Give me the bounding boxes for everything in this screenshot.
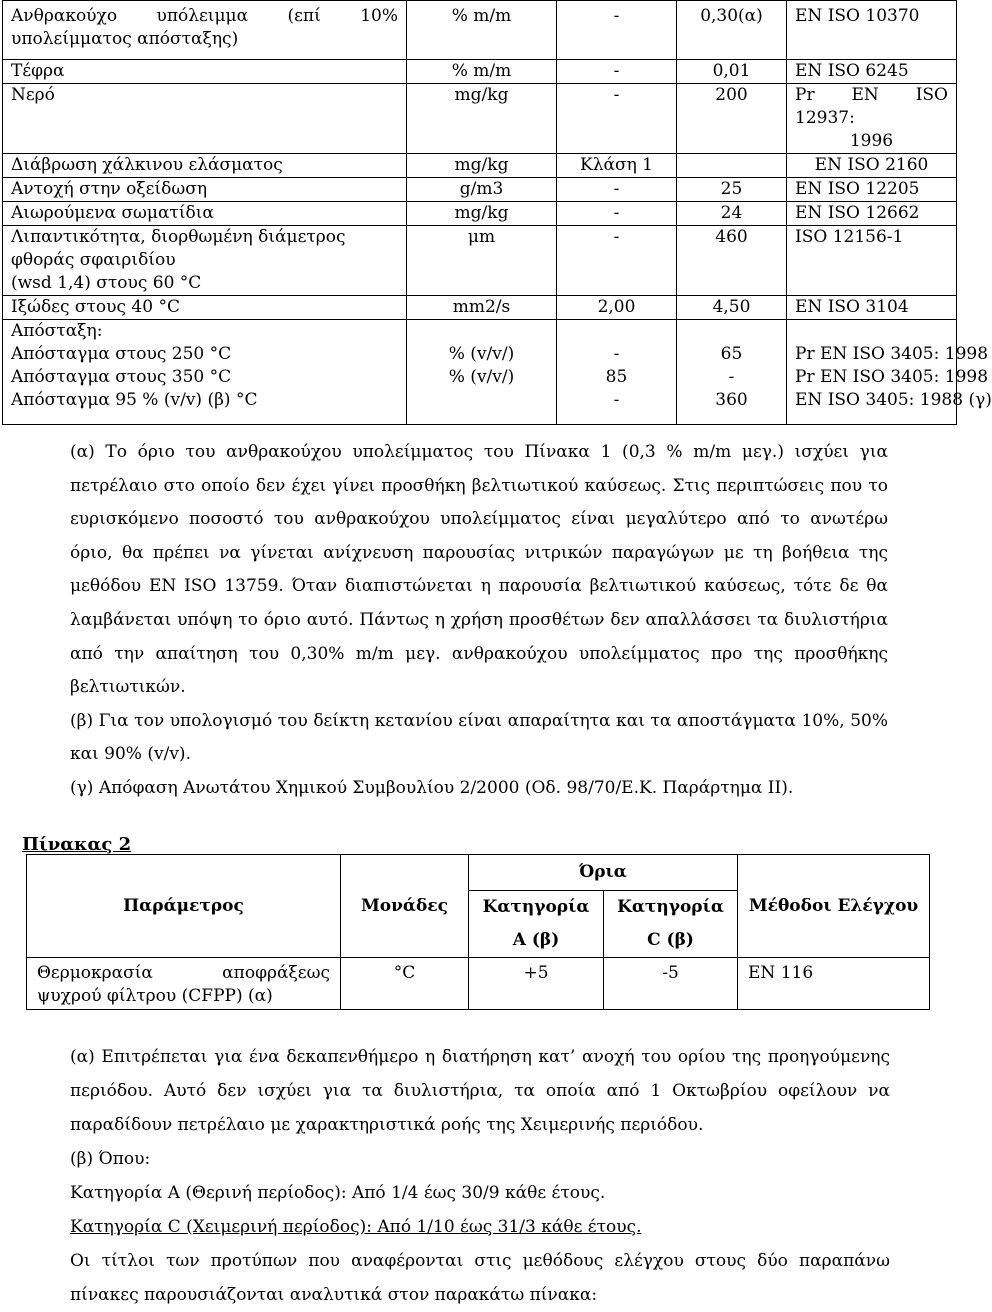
footnote-beta: (β) Όπου:	[70, 1149, 151, 1169]
table-row	[3, 226, 957, 296]
header-cat-a-line2: Α (β)	[512, 930, 560, 950]
unit-line: % (v/v/)	[448, 367, 515, 387]
parameter-cell	[3, 1, 407, 60]
unit-cell: °C	[341, 958, 469, 1010]
method-cell: EN ISO 12662	[787, 202, 957, 226]
method-line: EN ISO 3405: 1988 (γ)	[795, 390, 992, 410]
unit-cell: % m/m	[407, 60, 557, 84]
parameter-cell	[27, 958, 341, 1010]
max-line: 65	[720, 344, 743, 364]
specifications-table	[2, 0, 992, 425]
max-cell: 0,30(α)	[677, 1, 787, 60]
parameter-line: Ανθρακούχο υπόλειμμα (επί 10%	[11, 6, 398, 26]
method-cell	[787, 320, 992, 425]
parameter-line: Απόσταγμα στους 250 °C	[11, 344, 232, 364]
method-cell: EN 116	[738, 958, 930, 1010]
footnote-alpha: (α) Επιτρέπεται για ένα δεκαπενθήμερο η διατήρηση κατ’ ανοχή του ορίου της προηγούμενης περιόδου. Αυτό δεν ισχύει για τα διυλιστήρια, τα οποία από 1 Οκτωβρίου οφείλουν να παραδίδουν πετρέλαιο με χαρακτηριστικά ροής της Χειμερινής περιόδου.	[70, 1047, 890, 1135]
unit-cell: mg/kg	[407, 202, 557, 226]
header-methods: Μέθοδοι Ελέγχου	[738, 855, 930, 958]
min-cell: -	[557, 202, 677, 226]
unit-line	[415, 389, 548, 412]
max-line	[685, 320, 778, 343]
parameter-line: ψυχρού φίλτρου (CFPP) (α)	[37, 986, 273, 1006]
unit-line	[415, 320, 548, 343]
min-line: 85	[605, 367, 628, 387]
parameter-cell	[3, 320, 407, 425]
parameter-line: φθοράς σφαιριδίου	[11, 250, 176, 270]
unit-cell: mm2/s	[407, 296, 557, 320]
unit-cell: mg/kg	[407, 154, 557, 178]
parameter-line: Απόσταξη:	[11, 321, 103, 341]
method-line: Pr EN ISO 3405: 1998	[795, 344, 989, 364]
max-cell: 25	[677, 178, 787, 202]
parameter-line: Απόσταγμα στους 350 °C	[11, 367, 232, 387]
footnote-alpha: (α) Το όριο του ανθρακούχου υπολείμματος του Πίνακα 1 (0,3 % m/m μεγ.) ισχύει για πετρέλαιο στο οποίο δεν έχει γίνει προσθήκη βελτιωτικού καύσεως. Στις περιπτώσεις που το ευρισκόμενο ποσοστό του ανθρακούχου υπολείμματος είναι μεγαλύτερο από το ανωτέρω όριο, θα πρέπει να γίνεται ανίχνευση παρουσίας νιτρικών παραγώγων με τη βοήθεια της μεθόδου EN ISO 13759. Όταν διαπιστώνεται η παρουσία βελτιωτικού καύσεως, τότε δε θα λαμβάνεται υπόψη το όριο αυτό. Πάντως η χρήση προσθέτων δεν απαλλάσσει τα διυλιστήρια από την απαίτηση του 0,30% m/m μεγ. ανθρακούχου υπολείμματος προ της προσθήκης βελτιωτικών.	[70, 442, 888, 698]
min-line: -	[613, 344, 620, 364]
table-row	[27, 958, 930, 1010]
min-cell: Κλάση 1	[557, 154, 677, 178]
table-row	[3, 84, 957, 154]
header-parameter: Παράμετρος	[27, 855, 341, 958]
max-line: 360	[715, 390, 748, 410]
table-header-row	[27, 855, 930, 891]
table-row	[3, 178, 957, 202]
method-cell: EN ISO 6245	[787, 60, 957, 84]
method-line: 1996	[849, 131, 894, 151]
header-limits: Όρια	[469, 855, 738, 891]
parameter-cell: Ιξώδες στους 40 °C	[3, 296, 407, 320]
table-row	[3, 202, 957, 226]
parameter-cell: Νερό	[3, 84, 407, 154]
unit-cell	[407, 320, 557, 425]
method-cell: EN ISO 3104	[787, 296, 957, 320]
category-a-note: Κατηγορία Α (Θερινή περίοδος): Από 1/4 έως 30/9 κάθε έτους.	[70, 1183, 606, 1203]
category-c-text: Κατηγορία C (Χειμερινή περίοδος): Από 1/10 έως 31/3 κάθε έτους.	[70, 1217, 642, 1237]
min-cell: -	[557, 178, 677, 202]
footnote-gamma: (γ) Απόφαση Ανωτάτου Χημικού Συμβουλίου 2/2000 (Οδ. 98/70/Ε.Κ. Παράρτημα ΙΙ).	[70, 777, 794, 798]
parameter-cell: Αντοχή στην οξείδωση	[3, 178, 407, 202]
max-cell: 0,01	[677, 60, 787, 84]
header-cat-a-line1: Κατηγορία	[482, 897, 590, 917]
table-row	[3, 296, 957, 320]
parameter-line: (wsd 1,4) στους 60 °C	[11, 273, 202, 293]
parameter-line: Θερμοκρασία αποφράξεως	[37, 963, 330, 983]
method-line: Pr EN ISO 12937:	[795, 85, 948, 128]
header-cat-c-line1: Κατηγορία	[617, 897, 724, 917]
max-line: -	[728, 367, 735, 387]
table2-title: Πίνακας 2	[22, 834, 132, 855]
table2-footnotes	[70, 1040, 890, 1312]
header-cat-c	[604, 891, 738, 958]
header-units: Μονάδες	[341, 855, 469, 958]
table-row	[3, 1, 957, 60]
min-cell	[557, 320, 677, 425]
min-cell: 2,00	[557, 296, 677, 320]
parameter-line: υπολείμματος απόσταξης)	[11, 29, 239, 49]
table1-footnotes	[70, 436, 888, 806]
table-row	[3, 60, 957, 84]
unit-cell: % m/m	[407, 1, 557, 60]
max-cell	[677, 320, 787, 425]
table-row	[3, 154, 957, 178]
table-row	[3, 320, 957, 425]
min-cell: -	[557, 84, 677, 154]
parameter-line: Απόσταγμα 95 % (v/v) (β) °C	[11, 390, 258, 410]
max-cell	[677, 154, 787, 178]
method-cell	[787, 84, 957, 154]
unit-cell: mg/kg	[407, 84, 557, 154]
parameter-cell	[3, 226, 407, 296]
unit-cell: g/m3	[407, 178, 557, 202]
closing-paragraph: Οι τίτλοι των προτύπων που αναφέρονται στις μεθόδους ελέγχου στους δύο παραπάνω πίνακες παρουσιάζονται αναλυτικά στον παρακάτω πίνακα:	[70, 1251, 890, 1305]
parameter-cell: Διάβρωση χάλκινου ελάσματος	[3, 154, 407, 178]
method-cell: ISO 12156-1	[787, 226, 957, 296]
unit-line: % (v/v/)	[448, 344, 515, 364]
header-cat-c-line2: C (β)	[647, 930, 694, 950]
cat-a-cell: +5	[469, 958, 604, 1010]
min-cell: -	[557, 226, 677, 296]
header-cat-a	[469, 891, 604, 958]
unit-cell: μm	[407, 226, 557, 296]
parameter-cell: Αιωρούμενα σωματίδια	[3, 202, 407, 226]
cat-c-cell: -5	[604, 958, 738, 1010]
max-cell: 4,50	[677, 296, 787, 320]
parameter-line: Λιπαντικότητα, διορθωμένη διάμετρος	[11, 227, 346, 247]
footnote-beta: (β) Για τον υπολογισμό του δείκτη κετανίου είναι απαραίτητα και τα αποστάγματα 10%, 50% και 90% (v/v).	[70, 710, 888, 765]
category-c-note	[70, 1210, 890, 1244]
parameter-cell: Τέφρα	[3, 60, 407, 84]
max-cell: 460	[677, 226, 787, 296]
method-line	[795, 320, 948, 343]
max-cell: 24	[677, 202, 787, 226]
method-cell: EN ISO 12205	[787, 178, 957, 202]
method-line: Pr EN ISO 3405: 1998	[795, 367, 989, 387]
min-line	[565, 320, 668, 343]
method-cell: EN ISO 2160	[787, 154, 957, 178]
max-cell: 200	[677, 84, 787, 154]
cfpp-table	[26, 854, 930, 1010]
min-cell: -	[557, 1, 677, 60]
method-cell: EN ISO 10370	[787, 1, 957, 60]
min-line: -	[613, 390, 620, 410]
min-cell: -	[557, 60, 677, 84]
